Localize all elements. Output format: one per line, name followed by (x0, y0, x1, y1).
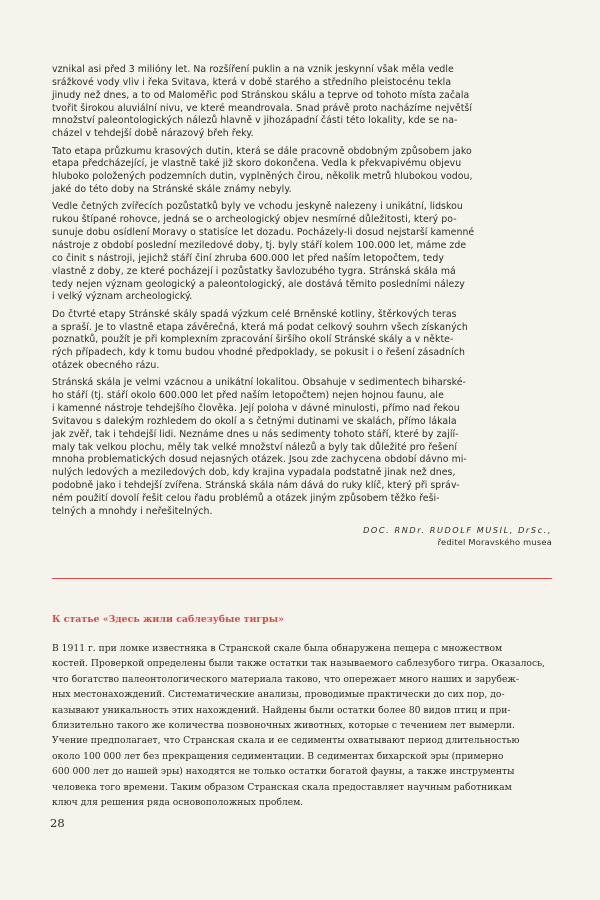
author-role: ředitel Moravského musea (437, 536, 552, 547)
article-paragraph-3: Vedle četných zvířecích pozůstatků byly ve vchodu jeskyně nalezeny i unikátní, lidskou rukou štípané rohovce, jedná se o archeologický objev nesmírné důležitosti, který po- sunuje dobu osídlení Moravy o statisíce let dozadu. Pocházely-li dosud nejstarší kamenné nástroje z období poslední meziledové doby, tj. byly stáří kolem 100.000 let, máme zde co činit s nástroji, jejichž stáří činí zhruba 600.000 let před naším letopočtem, tedy vlastně z doby, ze které pocházejí i pozůstatky šavlozubého tygra. Stránská skála má tedy nejen význam geologický a paleontologický, ale dostává těmito posledními nálezy i velký význam archeologický. (52, 201, 475, 303)
section-divider (52, 578, 552, 579)
page-number: 28 (50, 816, 65, 830)
article-body (52, 64, 552, 519)
czech-article (52, 64, 552, 548)
article-paragraph-1: vznikal asi před 3 milióny let. Na rozšíření puklin a na vznik jeskynní však měla vedle srážkové vody vliv i řeka Svitava, která v době starého a středního pleistocénu tekla jinudy než dnes, a to od Maloměřic pod Stránskou skálu a teprve od tohoto místa začala tvořit širokou aluviální nivu, ve které meandrovala. Snad právě proto nacházíme největší množství paleontologických nálezů hlavně v jihozápadní části této lokality, kde se na- cházel v tehdejší době nárazový břeh řeky. (52, 64, 472, 140)
article-paragraph-4: Do čtvrté etapy Stránské skály spadá výzkum celé Brněnské kotliny, štěrkových teras a spraší. Je to vlastně etapa závěrečná, která má podat celkový souhrn všech získaných poznatků, použít je při komplexním zpracování širšího okolí Stránské skály a v někte- rých případech, kdy k tomu budou vhodné předpoklady, se pokusit i o řešení zásadních otázek obecného rázu. (52, 308, 468, 372)
russian-summary-body: В 1911 г. при ломке известняка в Странской скале была обнаружена пещера с множеством костей. Проверкой определены были также остатки так называемого саблезубого тигра. Оказалось, что богатство палеонтологического материала таково, что опережает много наших и зарубеж- ных местонахождений. Систематические анализы, проводимые практически до сих пор, до- казывают уникальность этих нахождений. Найдены были остатки более 80 видов птиц и при- близительно такого же количества позвоночных животных, которые с течением лет вымерли. Учение предполагает, что Странская скала и ее седименты охватывают период длительностью около 100 000 лет без прекращения седиментации. В седиментах бихарской эры (примерно 600 000 лет до нашей эры) находятся не только остатки богатой фауны, а также инструменты человека того времени. Таким образом Странская скала предоставляет научным работникам ключ для решения ряда основоположных проблем. (52, 643, 546, 809)
article-paragraph-5: Stránská skála je velmi vzácnou a unikátní lokalitou. Obsahuje v sedimentech biharské- ho stáří (tj. stáří okolo 600.000 let před naším letopočtem) nejen hojnou faunu, ale i kamenné nástroje tehdejšího člověka. Její poloha v dávné minulosti, přímo nad řekou Svitavou s dalekým rozhledem do okolí a s četnými dutinami ve skalách, přímo lákala jak zvěř, tak i tehdejší lidi. Neznáme dnes u nás sedimenty tohoto stáří, které by zajíí- maly tak velkou plochu, měly tak velké množství nálezů a byly tak důležité pro řešení mnoha problematických dosud nejasných otázek. Jsou zde zachycena období dávno mi- nulých ledových a meziledových dob, kdy krajina vypadala podstatně jinak než dnes, podobně jako i tehdejší zvířena. Stránská skála nám dává do ruky klíč, který při správ- ném použití dovolí řešit celou řadu problémů a otázek jiným způsobem těžko řeši- telných a mnohdy i neřešitelných. (52, 377, 467, 517)
russian-summary-heading: К статье «Здесь жили саблезубые тигры» (52, 614, 284, 625)
article-paragraph-2: Tato etapa průzkumu krasových dutin, která se dále pracovně obdobným způsobem jako etapa předcházející, je vlastně také již skoro dokončena. Vedla k překvapivému objevu hluboko položených podzemních dutin, vyplněných čirou, několik metrů hlubokou vodou, jaké do této doby na Stránské skále známy nebyly. (52, 145, 473, 196)
author-signature (52, 524, 552, 548)
author-name: DOC. RNDr. RUDOLF MUSIL, DrSc., (363, 524, 552, 535)
